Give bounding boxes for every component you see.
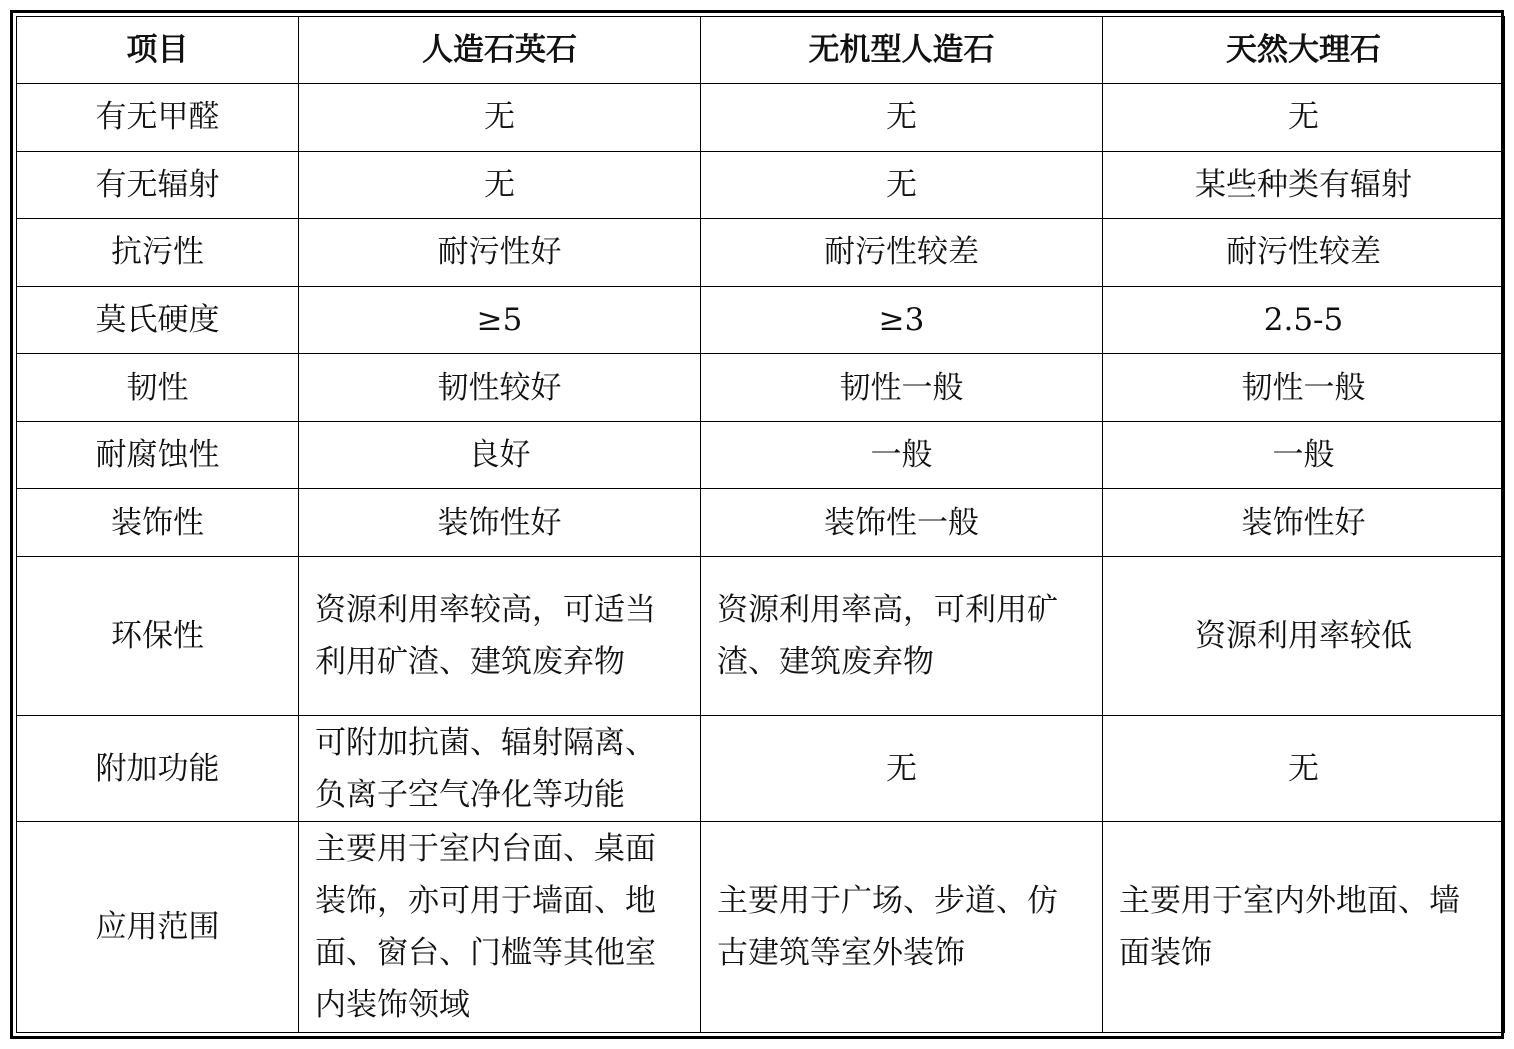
inorganic-cell: ≥3 — [701, 286, 1103, 354]
header-inorganic: 无机型人造石 — [701, 17, 1103, 84]
inorganic-cell: 主要用于广场、步道、仿古建筑等室外装饰 — [701, 822, 1103, 1033]
inorganic-cell: 无 — [701, 716, 1103, 822]
inorganic-cell: 无 — [701, 151, 1103, 219]
table-row — [17, 84, 1505, 152]
header-item: 项目 — [17, 17, 299, 84]
row-label: 韧性 — [17, 354, 299, 422]
inorganic-cell: 耐污性较差 — [701, 219, 1103, 287]
marble-cell: 耐污性较差 — [1103, 219, 1505, 287]
table-row — [17, 489, 1505, 557]
marble-cell: 一般 — [1103, 421, 1505, 489]
quartz-cell: 主要用于室内台面、桌面装饰，亦可用于墙面、地面、窗台、门槛等其他室内装饰领域 — [299, 822, 701, 1033]
table-row — [17, 286, 1505, 354]
quartz-cell: 良好 — [299, 421, 701, 489]
table-row — [17, 822, 1505, 1033]
row-label: 有无甲醛 — [17, 84, 299, 152]
row-label: 装饰性 — [17, 489, 299, 557]
inorganic-cell: 一般 — [701, 421, 1103, 489]
quartz-cell: 韧性较好 — [299, 354, 701, 422]
row-label: 有无辐射 — [17, 151, 299, 219]
table-row — [17, 151, 1505, 219]
quartz-cell: 无 — [299, 84, 701, 152]
quartz-cell: 可附加抗菌、辐射隔离、负离子空气净化等功能 — [299, 716, 701, 822]
table-header-row — [17, 17, 1505, 84]
quartz-cell: ≥5 — [299, 286, 701, 354]
row-label: 应用范围 — [17, 822, 299, 1033]
marble-cell: 2.5-5 — [1103, 286, 1505, 354]
row-label: 耐腐蚀性 — [17, 421, 299, 489]
row-label: 附加功能 — [17, 716, 299, 822]
marble-cell: 无 — [1103, 716, 1505, 822]
marble-cell: 某些种类有辐射 — [1103, 151, 1505, 219]
table-row — [17, 354, 1505, 422]
inorganic-cell: 无 — [701, 84, 1103, 152]
comparison-table — [16, 16, 1505, 1033]
marble-cell: 韧性一般 — [1103, 354, 1505, 422]
row-label: 环保性 — [17, 556, 299, 715]
quartz-cell: 耐污性好 — [299, 219, 701, 287]
marble-cell: 主要用于室内外地面、墙面装饰 — [1103, 822, 1505, 1033]
inorganic-cell: 韧性一般 — [701, 354, 1103, 422]
quartz-cell: 无 — [299, 151, 701, 219]
quartz-cell: 资源利用率较高，可适当利用矿渣、建筑废弃物 — [299, 556, 701, 715]
comparison-table-frame — [10, 10, 1504, 1039]
table-row — [17, 556, 1505, 715]
header-marble: 天然大理石 — [1103, 17, 1505, 84]
quartz-cell: 装饰性好 — [299, 489, 701, 557]
row-label: 抗污性 — [17, 219, 299, 287]
table-row — [17, 421, 1505, 489]
header-quartz: 人造石英石 — [299, 17, 701, 84]
inorganic-cell: 装饰性一般 — [701, 489, 1103, 557]
row-label: 莫氏硬度 — [17, 286, 299, 354]
marble-cell: 资源利用率较低 — [1103, 556, 1505, 715]
marble-cell: 无 — [1103, 84, 1505, 152]
table-row — [17, 219, 1505, 287]
table-row — [17, 716, 1505, 822]
marble-cell: 装饰性好 — [1103, 489, 1505, 557]
inorganic-cell: 资源利用率高，可利用矿渣、建筑废弃物 — [701, 556, 1103, 715]
